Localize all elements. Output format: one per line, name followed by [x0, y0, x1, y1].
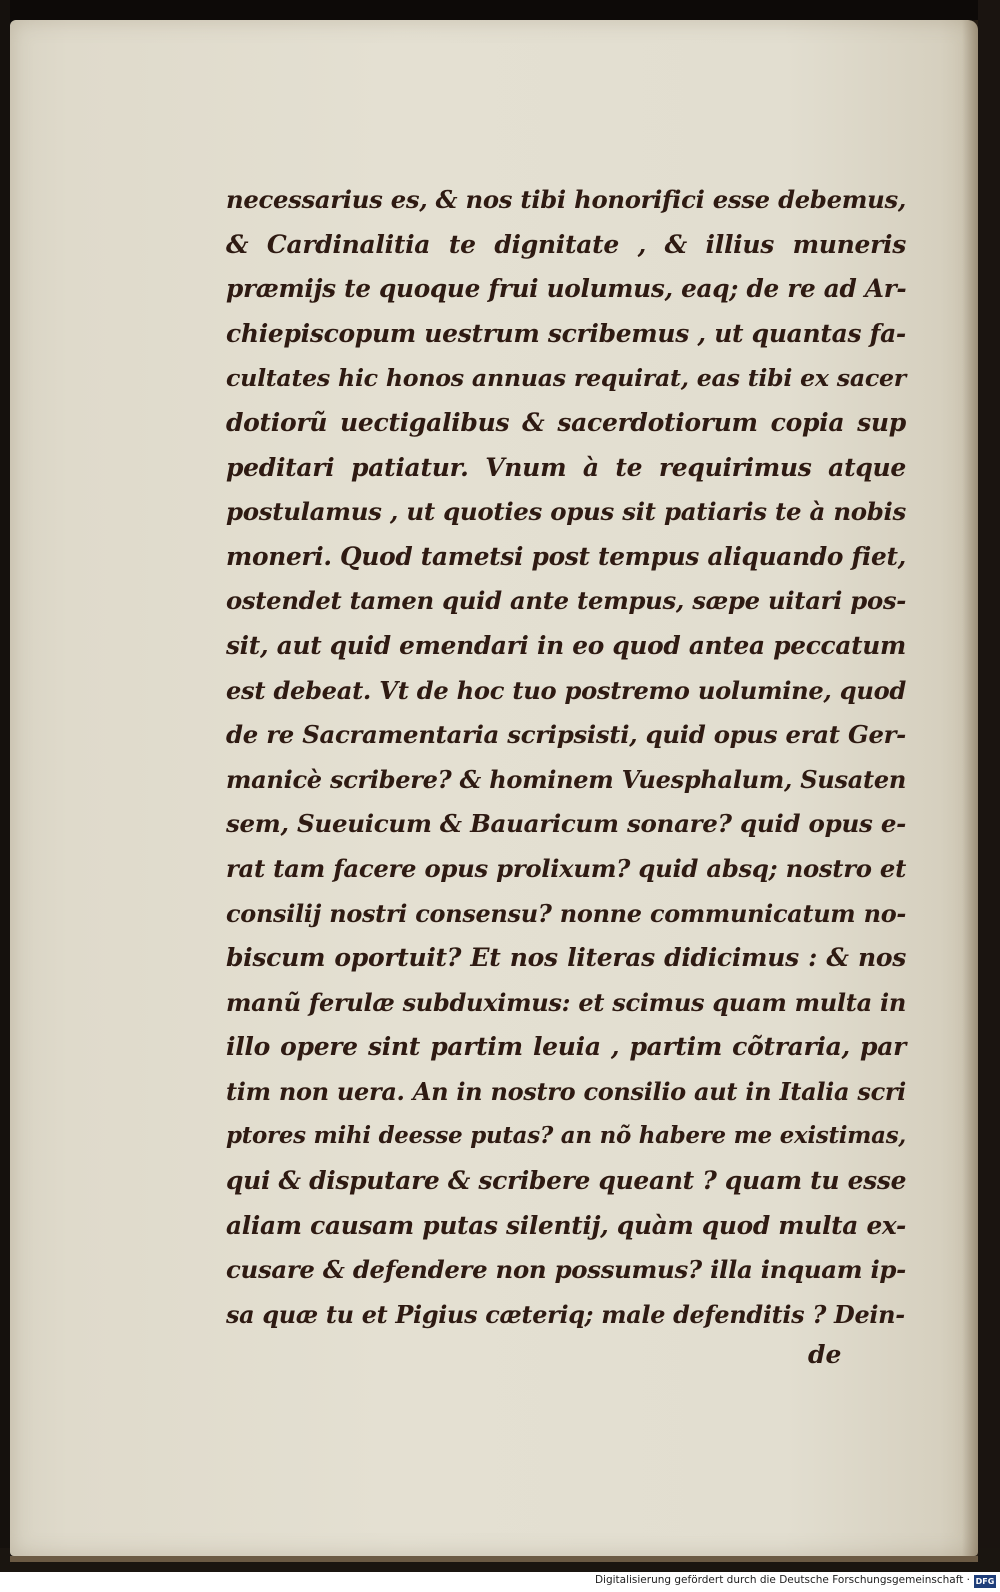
- page-stack-edge: [10, 1556, 978, 1562]
- text-line: sit, aut quid emendari in eo quod antea peccatum: [226, 630, 906, 660]
- text-line: sa quæ tu et Pigius cæteriq; male defenditis ? Dein-: [226, 1300, 905, 1329]
- page-body-text: [226, 178, 906, 1337]
- text-line: aliam causam putas silentij, quàm quod multa ex-: [226, 1210, 906, 1240]
- text-line: rat tam facere opus prolixum? quid absq; nostro et: [226, 853, 906, 883]
- funding-credit: Digitalisierung gefördert durch die Deutsche Forschungsgemeinschaft ·: [594, 1574, 970, 1586]
- text-line: necessarius es, & nos tibi honorifici esse debemus,: [226, 185, 906, 214]
- text-line: illo opere sint partim leuia , partim cõtraria, par: [226, 1032, 906, 1062]
- digitization-footer: [0, 1572, 1000, 1592]
- text-line: ostendet tamen quid ante tempus, sæpe uitari pos-: [226, 586, 906, 616]
- text-line: qui & disputare & scribere queant ? quam tu esse: [226, 1166, 907, 1196]
- text-line: manicè scribere? & hominem Vuesphalum, Susaten: [226, 764, 906, 794]
- text-line: cultates hic honos annuas requirat, eas tibi ex sacer: [226, 364, 906, 393]
- text-line: tim non uera. An in nostro consilio aut in Italia scri: [226, 1076, 906, 1106]
- text-line: biscum oportuit? Et nos literas didicimus : & nos: [226, 943, 906, 973]
- text-line: moneri. Quod tametsi post tempus aliquando fiet,: [226, 541, 906, 571]
- text-line: manũ ferulæ subduximus: et scimus quam multa in: [226, 987, 906, 1017]
- catchword: de: [808, 1340, 842, 1369]
- text-line: præmijs te quoque frui uolumus, eaq; de re ad Ar-: [226, 274, 907, 304]
- text-line: chiepiscopum uestrum scribemus , ut quantas fa-: [226, 318, 906, 348]
- page-gutter-shadow: [962, 20, 978, 1556]
- text-line: de re Sacramentaria scripsisti, quid opus erat Ger-: [226, 720, 906, 750]
- text-line: ptores mihi deesse putas? an nõ habere me existimas,: [226, 1122, 906, 1150]
- dfg-logo: DFG: [975, 1577, 995, 1586]
- text-line: peditari patiatur. Vnum à te requirimus atque: [226, 452, 906, 482]
- book-edge-right: [978, 0, 1000, 1572]
- book-edge-left: [0, 0, 10, 1572]
- text-line: consilij nostri consensu? nonne communicatum no-: [226, 899, 906, 928]
- text-line: sem, Sueuicum & Bauaricum sonare? quid opus e-: [226, 809, 906, 839]
- text-line: & Cardinalitia te dignitate , & illius muneris: [226, 229, 906, 259]
- text-line: cusare & defendere non possumus? illa inquam ip-: [226, 1255, 906, 1285]
- text-line: dotiorũ uectigalibus & sacerdotiorum copia sup: [226, 407, 906, 437]
- text-line: est debeat. Vt de hoc tuo postremo uolumine, quod: [226, 675, 906, 705]
- text-line: postulamus , ut quoties opus sit patiaris te à nobis: [226, 497, 906, 527]
